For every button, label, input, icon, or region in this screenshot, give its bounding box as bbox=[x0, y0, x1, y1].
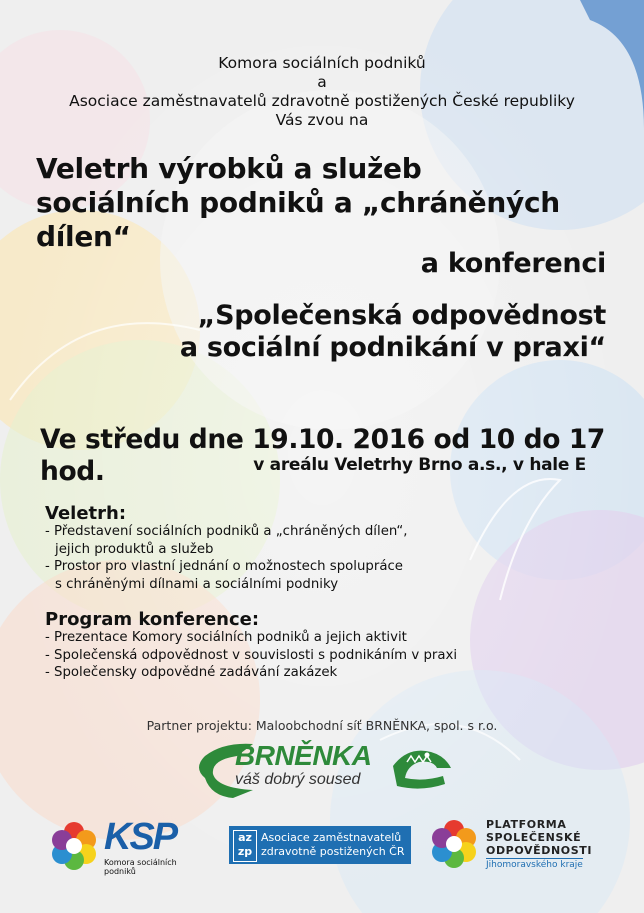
event-date: Ve středu dne 19.10. 2016 od 10 do 17 hod. bbox=[40, 424, 605, 487]
ksp-letters: KSP bbox=[104, 816, 177, 858]
title-line-1: Veletrh výrobků a služeb bbox=[36, 152, 422, 185]
conference-line-1: „Společenská odpovědnost bbox=[197, 300, 606, 331]
ksp-logo bbox=[48, 818, 208, 874]
platforma-text bbox=[486, 818, 592, 857]
platforma-line-1: PLATFORMA bbox=[486, 818, 567, 831]
program-heading: Program konference: bbox=[45, 609, 260, 630]
azzp-line-1: Asociace zaměstnavatelů bbox=[261, 831, 402, 844]
flower-icon bbox=[428, 818, 480, 870]
azzp-mark-top: az bbox=[238, 831, 252, 844]
platforma-line-2: SPOLEČENSKÉ bbox=[486, 831, 582, 844]
azzp-mark bbox=[233, 830, 257, 862]
list-item: - Představení sociálních podniků a „chráněných dílen“, bbox=[45, 524, 408, 539]
ksp-caption: Komora sociálních podniků bbox=[104, 858, 177, 876]
list-item: - Společenská odpovědnost v souvislosti s podnikáním v praxi bbox=[45, 647, 458, 663]
list-item: - Společensky odpovědné zadávání zakázek bbox=[45, 665, 338, 680]
inviter-line-2: a bbox=[317, 73, 327, 91]
azzp-mark-bottom: zp bbox=[237, 845, 253, 858]
inviter-line-4: Vás zvou na bbox=[275, 111, 369, 129]
inviter-line-3: Asociace zaměstnavatelů zdravotně postižených České republiky bbox=[69, 92, 575, 110]
list-item: jejich produktů a služeb bbox=[55, 541, 214, 557]
azzp-logo bbox=[229, 826, 411, 864]
list-item: - Prezentace Komory sociálních podniků a jejich aktivit bbox=[45, 630, 407, 645]
inviter-line-1: Komora sociálních podniků bbox=[218, 54, 426, 72]
and-conference: a konferenci bbox=[420, 248, 606, 279]
azzp-line-2: zdravotně postižených ČR bbox=[261, 845, 405, 858]
veletrh-heading: Veletrh: bbox=[45, 503, 127, 524]
brnenka-name: BRNĚNKA bbox=[235, 740, 372, 771]
brnenka-slogan: váš dobrý soused bbox=[235, 771, 361, 788]
event-title bbox=[36, 152, 644, 254]
list-item: - Prostor pro vlastní jednání o možnostech spolupráce bbox=[45, 559, 403, 574]
inviters-block bbox=[0, 54, 644, 130]
program-list bbox=[45, 629, 457, 682]
platforma-region: Jihomoravského kraje bbox=[486, 860, 583, 870]
brnenka-logo bbox=[193, 738, 453, 800]
title-line-2: sociálních podniků a „chráněných dílen“ bbox=[36, 186, 560, 253]
event-venue: v areálu Veletrhy Brno a.s., v hale E bbox=[253, 455, 586, 475]
azzp-text bbox=[261, 831, 404, 859]
veletrh-list bbox=[45, 523, 407, 593]
platforma-line-3: ODPOVĚDNOSTI bbox=[486, 844, 593, 857]
partner-text: Partner projektu: Maloobchodní síť BRNĚNKA, spol. s r.o. bbox=[146, 718, 498, 733]
conference-title bbox=[180, 300, 606, 364]
conference-line-2: a sociální podnikání v praxi“ bbox=[179, 332, 606, 363]
platforma-logo bbox=[428, 814, 608, 874]
list-item: s chráněnými dílnami a sociálními podniky bbox=[55, 576, 339, 592]
flower-icon bbox=[48, 820, 100, 872]
